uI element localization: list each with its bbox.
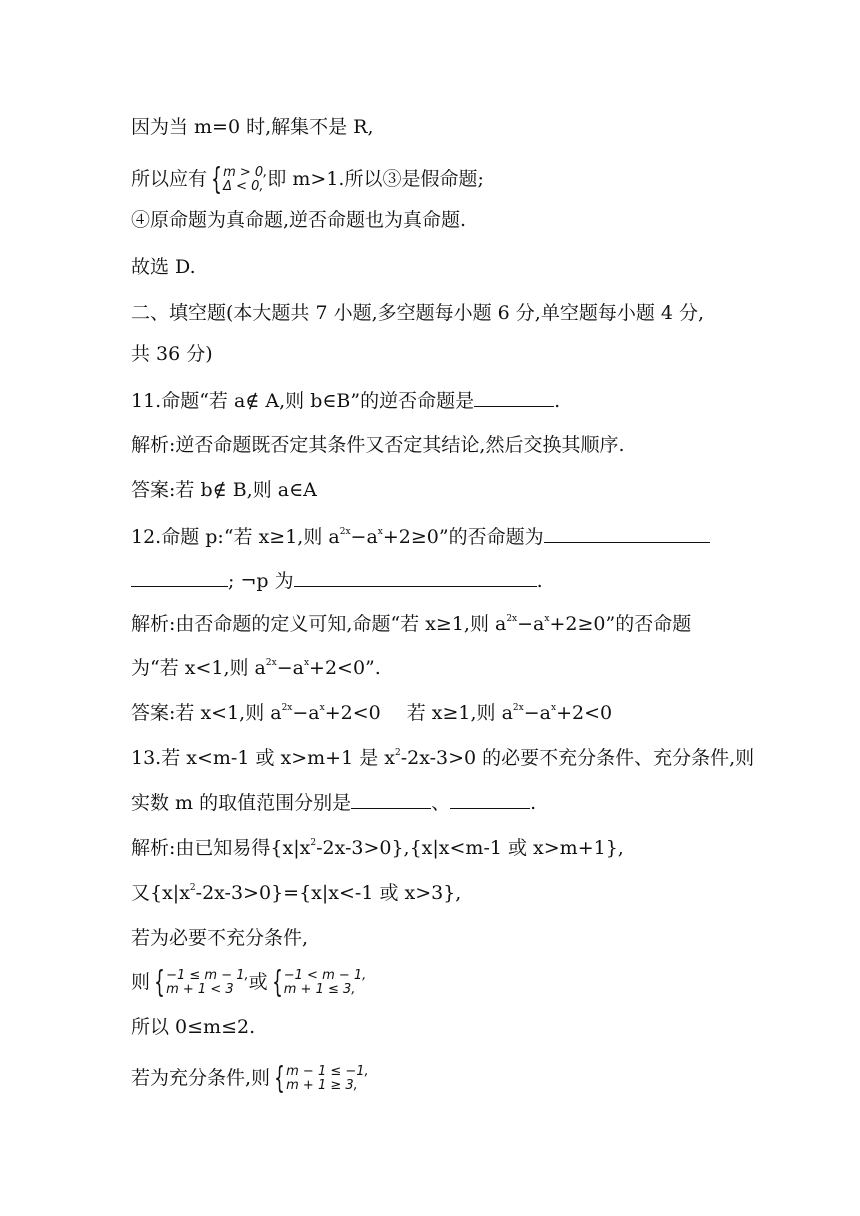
text-fragment: -2x-3>0},{x|x<m-1 或 x>m+1}, [316,837,624,859]
text-fragment: 或 [248,971,268,993]
text-fragment: +2≥0”的否命题 [549,613,692,635]
question-text: 13.若 x<m-1 或 x>m+1 是 x [131,747,395,769]
inequality-system: { m − 1 ≤ −1, m + 1 ≥ 3, [274,1061,369,1096]
text-fragment: 为“若 x<1,则 a [131,657,266,679]
answer-explanation-cont [131,881,461,905]
answer-explanation: 解析:逆否命题既否定其条件又否定其结论,然后交换其顺序. [131,434,625,456]
system-row: m + 1 < 3 [166,982,234,997]
question-13-line2 [131,790,536,815]
text-line-with-system [131,162,484,197]
answer-blank [544,524,710,543]
question-text: -2x-3>0 的必要不充分条件、充分条件,则 [400,747,755,769]
exponent: 2x [512,703,524,713]
question-12-line2 [131,568,543,593]
answer-blank [474,388,554,407]
text-fragment: −a [517,613,545,635]
question-text: 12.命题 p:“若 x≥1,则 a [131,526,340,548]
text-line: 所以 0≤m≤2. [131,1016,256,1038]
answer-explanation [131,836,624,860]
exponent: x [303,658,310,668]
exponent: x [377,527,383,537]
text-fragment: −a [523,702,551,724]
answer-text [131,701,612,725]
text-line: ④原命题为真命题,逆否命题也为真命题. [131,209,467,231]
inequality-system: { −1 ≤ m − 1, m + 1 < 3 [154,965,249,1000]
text-fragment: 解析:由否命题的定义可知,命题“若 x≥1,则 a [131,613,507,635]
question-text: ¬p 为 [240,570,294,592]
text-line-with-system [131,965,367,1000]
inequality-system: { m > 0, Δ < 0, [211,162,268,197]
question-text: 11.命题“若 a∉ A,则 b∈B”的逆否命题是 [131,390,475,412]
question-text: −a [350,526,378,548]
exponent: x [319,703,325,713]
answer-blank [450,790,530,809]
exponent: x [544,614,550,624]
text-fragment: 则 [131,971,151,993]
text-line: 故选 D. [131,256,196,278]
question-text: . [536,570,543,592]
system-row: m − 1 ≤ −1, [286,1064,369,1079]
system-row: m + 1 ≥ 3, [286,1078,358,1093]
text-fragment: +2<0 [556,702,613,724]
exponent: x [550,703,557,713]
system-row: −1 < m − 1, [283,968,367,983]
text-fragment: +2<0”. [309,657,381,679]
question-text: 、 [431,792,451,814]
question-text: +2≥0”的否命题为 [382,526,544,548]
answer-text: 答案:若 b∉ B,则 a∈A [131,479,317,501]
answer-blank [294,568,537,587]
section-heading: 二、填空题(本大题共 7 小题,多空题每小题 6 分,单空题每小题 4 分, [131,302,705,324]
question-text: . [530,792,537,814]
exponent: 2 [394,748,401,758]
inequality-system: { −1 < m − 1, m + 1 ≤ 3, [271,965,367,1000]
system-row: m > 0, [223,165,268,180]
system-row: m + 1 ≤ 3, [283,982,356,997]
section-heading-cont: 共 36 分) [131,343,213,365]
text-line: 若为必要不充分条件, [131,927,309,949]
system-row: Δ < 0, [223,179,264,194]
question-13 [131,746,754,770]
system-row: −1 ≤ m − 1, [166,968,249,983]
question-text: 实数 m 的取值范围分别是 [131,792,352,814]
question-11 [131,388,560,413]
question-text: . [554,390,561,412]
text-fragment: 所以应有 [131,168,208,190]
text-fragment: 若 x≥1,则 a [406,702,513,724]
exponent: 2 [189,883,196,893]
exponent: 2x [265,658,277,668]
text-fragment: 又{x|x [131,882,190,904]
exponent: 2 [310,838,317,848]
text-fragment: 即 m>1.所以③是假命题; [267,168,484,190]
question-12 [131,524,710,549]
text-fragment: 答案:若 x<1,则 a [131,702,282,724]
exponent: 2x [506,614,518,624]
text-fragment: −a [276,657,304,679]
text-fragment: 若为充分条件,则 [131,1067,271,1089]
answer-blank [131,568,228,587]
answer-blank [351,790,431,809]
exponent: 2x [339,527,351,537]
answer-explanation [131,612,691,636]
text-fragment: −a [292,702,320,724]
text-fragment: -2x-3>0}={x|x<-1 或 x>3}, [195,882,462,904]
answer-explanation-cont [131,656,381,680]
text-fragment: 解析:由已知易得{x|x [131,837,311,859]
text-fragment: +2<0 [324,702,381,724]
text-line-with-system [131,1061,369,1096]
text-line: 因为当 m=0 时,解集不是 R, [131,116,374,138]
question-text: ; [228,570,235,592]
exponent: 2x [281,703,293,713]
